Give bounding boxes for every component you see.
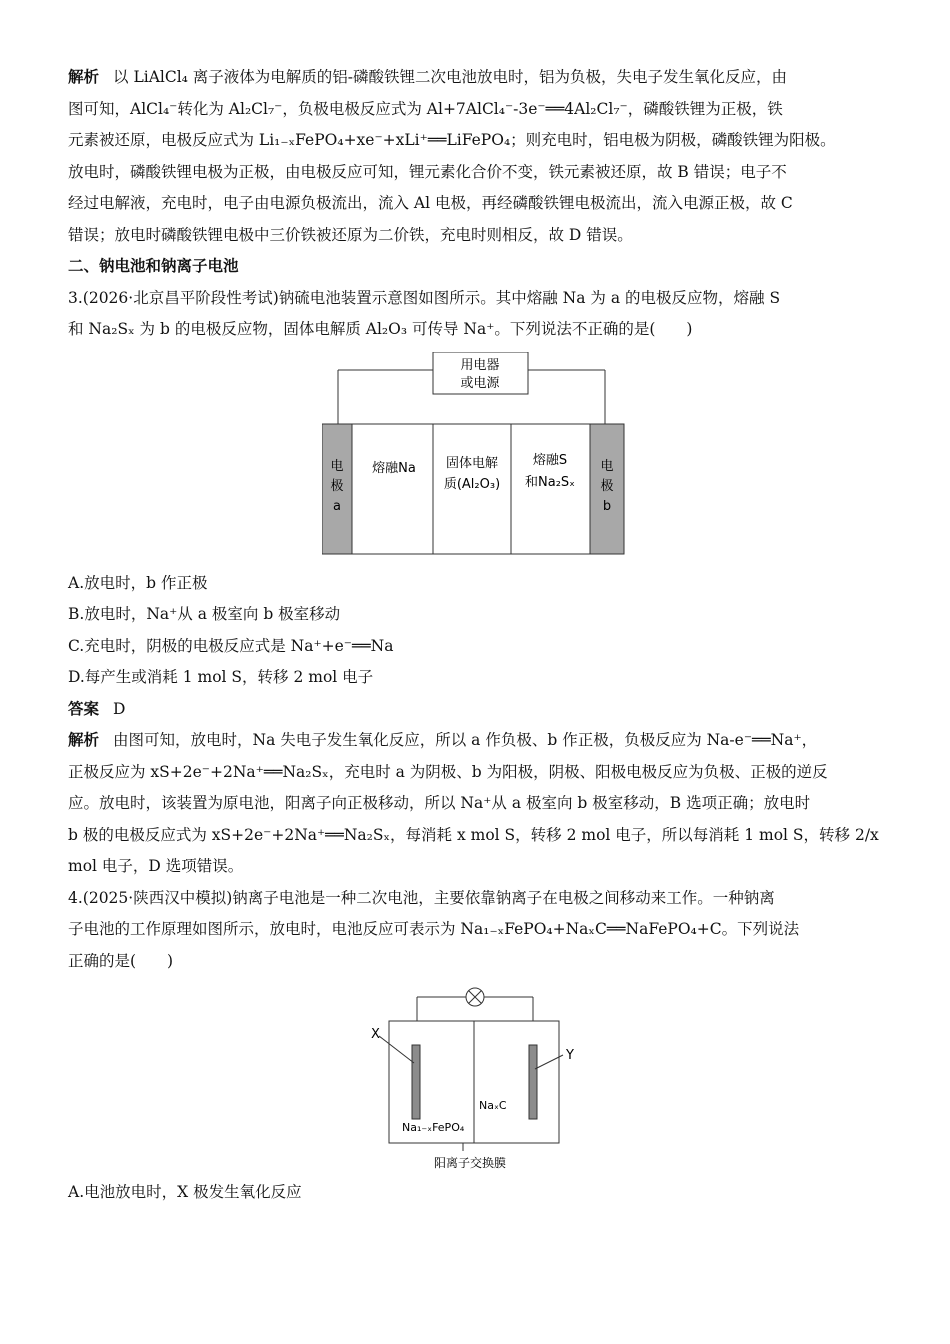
question-3	[68, 283, 886, 883]
page	[68, 62, 886, 1209]
solid-electrolyte-label-1: 固体电解	[445, 455, 499, 471]
sodium-sulfur-battery-figure	[322, 352, 632, 562]
electrode-x	[412, 1045, 420, 1119]
q3-analysis-line-5: mol 电子，D 选项错误。	[68, 857, 244, 875]
q4-stem-line-1: 4.(2025·陕西汉中模拟)钠离子电池是一种二次电池，主要依靠钠离子在电极之间移动来工作。一种钠离	[68, 888, 775, 907]
solid-electrolyte-label-2: 质(Al₂O₃)	[443, 476, 501, 492]
q3-option-a: A.放电时，b 作正极	[68, 573, 208, 592]
q3-stem-line-2: 和 Na₂Sₓ 为 b 的电极反应物，固体电解质 Al₂O₃ 可传导 Na⁺。下列说法不正确的是( )	[68, 320, 693, 338]
molten-s-label-2: 和Na₂Sₓ	[525, 474, 575, 490]
q3-analysis-line-3: 应。放电时，该装置为原电池，阳离子向正极移动，所以 Na⁺从 a 极室向 b 极室移动，B 选项正确；放电时	[68, 794, 811, 812]
electrode-a-label-3: a	[333, 498, 341, 514]
q2-analysis-line-4: 放电时，磷酸铁锂电极为正极，由电极反应可知，锂元素化合价不变，铁元素被还原，故 B 错误；电子不	[68, 162, 787, 181]
molten-s-label-1: 熔融S	[532, 452, 568, 468]
label-x: X	[371, 1027, 380, 1042]
electrode-a-label-2: 极	[330, 478, 344, 494]
q4-stem-line-2: 子电池的工作原理如图所示，放电时，电池反应可表示为 Na₁₋ₓFePO₄+NaₓC══NaFePO₄+C。下列说法	[68, 920, 800, 938]
left-material-label: Na₁₋ₓFePO₄	[402, 1121, 465, 1134]
device-label-line-2: 或电源	[460, 375, 500, 391]
q2-analysis-line-5: 经过电解液，充电时，电子由电源负极流出，流入 Al 电极，再经磷酸铁锂电极流出，流入电源正极，故 C	[68, 194, 793, 212]
q2-analysis-line-3: 元素被还原，电极反应式为 Li₁₋ₓFePO₄+xe⁻+xLi⁺══LiFePO₄；则充电时，铝电极为阴极，磷酸铁锂为阳极。	[68, 131, 836, 149]
q3-stem-line-1: 3.(2026·北京昌平阶段性考试)钠硫电池装置示意图如图所示。其中熔融 Na 为 a 的电极反应物，熔融 S	[68, 288, 781, 307]
electrode-b-label-1: 电	[600, 458, 614, 474]
q3-analysis-line-2: 正极反应为 xS+2e⁻+2Na⁺══Na₂Sₓ，充电时 a 为阴极、b 为阳极，阴极、阳极电极反应为负极、正极的逆反	[68, 762, 828, 781]
label-y: Y	[566, 1048, 574, 1063]
device-label-line-1: 用电器	[460, 357, 500, 373]
q4-stem-line-3: 正确的是( )	[68, 951, 174, 970]
right-material-label: NaₓC	[479, 1099, 507, 1112]
q3-analysis-line-4: b 极的电极反应式为 xS+2e⁻+2Na⁺══Na₂Sₓ，每消耗 x mol S，转移 2 mol 电子，所以每消耗 1 mol S，转移 2/x	[68, 825, 879, 844]
q3-option-d: D.每产生或消耗 1 mol S，转移 2 mol 电子	[68, 668, 374, 686]
section-title: 二、钠电池和钠离子电池	[68, 257, 239, 275]
electrode-a-label-1: 电	[330, 458, 344, 474]
q2-analysis-line-6: 错误；放电时磷酸铁锂电极中三价铁被还原为二价铁，充电时则相反，故 D 错误。	[68, 225, 633, 244]
battery-diagram-1	[322, 352, 632, 562]
q3-option-c: C.充电时，阴极的电极反应式是 Na⁺+e⁻══Na	[68, 636, 394, 655]
battery-diagram-2	[367, 983, 587, 1173]
q4-option-a: A.电池放电时，X 极发生氧化反应	[68, 1183, 302, 1201]
membrane-label: 阳离子交换膜	[433, 1156, 507, 1170]
question-4	[68, 883, 886, 1209]
q3-analysis-line-1: 解析 由图可知，放电时，Na 失电子发生氧化反应，所以 a 作负极、b 作正极，负极反应为 Na-e⁻══Na⁺，	[68, 731, 818, 749]
q3-option-b: B.放电时，Na⁺从 a 极室向 b 极室移动	[68, 605, 341, 623]
q2-analysis	[68, 62, 886, 251]
answer-value: D	[113, 699, 126, 718]
electrode-b-label-3: b	[602, 498, 612, 514]
sodium-ion-battery-figure	[367, 983, 587, 1173]
molten-na-label: 熔融Na	[372, 460, 416, 476]
q3-answer	[68, 694, 886, 726]
answer-label: 答案	[68, 699, 100, 718]
electrode-b-label-2: 极	[600, 478, 614, 494]
analysis-label: 解析	[68, 68, 100, 86]
q2-analysis-line-2: 图可知，AlCl₄⁻转化为 Al₂Cl₇⁻，负极电极反应式为 Al+7AlCl₄⁻-3e⁻══4Al₂Cl₇⁻，磷酸铁锂为正极，铁	[68, 99, 783, 118]
analysis-label: 解析	[68, 731, 100, 749]
electrode-y	[529, 1045, 537, 1119]
q2-analysis-line-1: 解析 以 LiAlCl₄ 离子液体为电解质的铝-磷酸铁锂二次电池放电时，铝为负极，失电子发生氧化反应，由	[68, 68, 788, 86]
